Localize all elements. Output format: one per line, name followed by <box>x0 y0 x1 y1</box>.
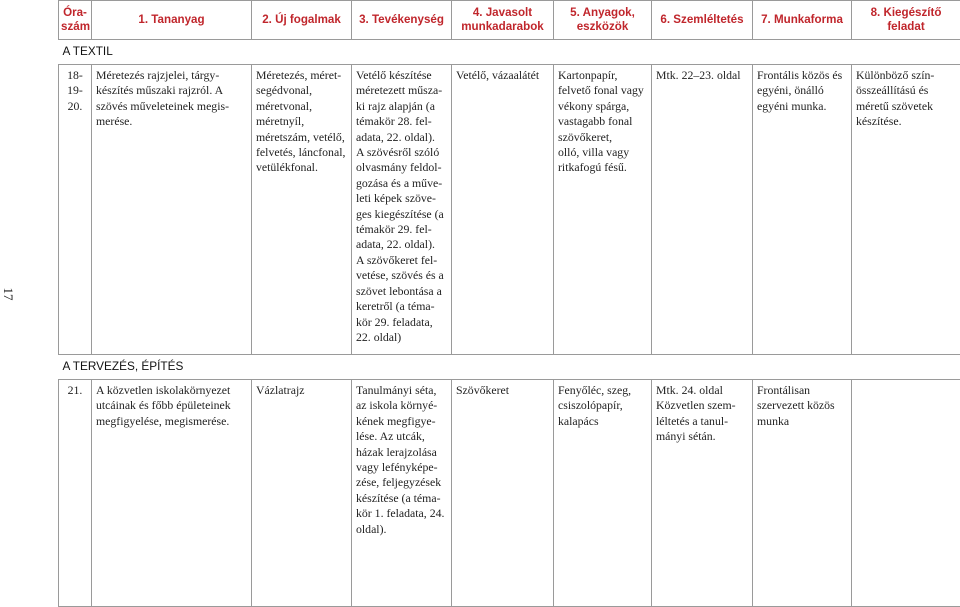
table-row <box>59 380 960 607</box>
table-cell: Méretezés, méret- segédvonal, méretvonal, méretnyíl, méretszám, vetélő, felvetés, láncfonal, vetülékfonal. <box>252 65 352 355</box>
table-cell: Vetélő, vázaalátét <box>452 65 554 355</box>
table-cell: Méretezés rajzjelei, tárgy- készítés műszaki rajzról. A szövés műveleteinek megis- merése. <box>92 65 252 355</box>
table-row <box>59 65 960 355</box>
header-cell: 8. Kiegészítő feladat <box>852 1 960 40</box>
table-cell: Mtk. 22–23. oldal <box>652 65 753 355</box>
header-cell: 3. Tevékenység <box>352 1 452 40</box>
section-title: A TEXTIL <box>59 40 960 65</box>
header-cell: 5. Anyagok, eszközök <box>554 1 652 40</box>
header-cell: Óra- szám <box>59 1 92 40</box>
header-cell: 1. Tananyag <box>92 1 252 40</box>
table-cell: 21. <box>59 380 92 607</box>
page-number: 17 <box>0 284 18 304</box>
table-cell: Mtk. 24. oldal Közvetlen szem- léltetés a tanul- mányi sétán. <box>652 380 753 607</box>
table-cell <box>852 380 960 607</box>
table-cell: Vetélő készítése méretezett műsza- ki rajz alapján (a témakör 28. fel- adata, 22. oldal). A szövésről szóló olvasmány feldol- gozása és a műve- leti képek szöve- ges kiegészítése (a témakör 29. fel- adata, 22. oldal). A szövőkeret fel- vetése, szövés és a szövet lebontása a keretről (a téma- kör 29. feladata, 22. oldal) <box>352 65 452 355</box>
header-cell: 6. Szemléltetés <box>652 1 753 40</box>
header-cell: 4. Javasolt munkadarabok <box>452 1 554 40</box>
table-cell: Fenyőléc, szeg, csiszolópapír, kalapács <box>554 380 652 607</box>
table-cell: Szövőkeret <box>452 380 554 607</box>
table-cell: Frontális közös és egyéni, önálló egyéni munka. <box>753 65 852 355</box>
header-cell: 2. Új fogalmak <box>252 1 352 40</box>
table-cell: 18- 19- 20. <box>59 65 92 355</box>
table-cell: Különböző szín- összeállítású és méretű szövetek készítése. <box>852 65 960 355</box>
table-cell: Vázlatrajz <box>252 380 352 607</box>
table-cell: Tanulmányi séta, az iskola környé- kének megfigye- lése. Az utcák, házak lerajzolása vagy lefényképe- zése, feljegyzések készítése (a téma- kör 1. feladata, 24. oldal). <box>352 380 452 607</box>
curriculum-table <box>58 0 960 607</box>
section-title: A TERVEZÉS, ÉPÍTÉS <box>59 355 960 380</box>
section-heading-row <box>59 355 960 380</box>
header-cell: 7. Munkaforma <box>753 1 852 40</box>
table-cell: Kartonpapír, felvető fonal vagy vékony spárga, vastagabb fonal szövőkeret, olló, villa vagy ritkafogú fésű. <box>554 65 652 355</box>
section-heading-row <box>59 40 960 65</box>
table-cell: A közvetlen iskolakörnyezet utcáinak és főbb épületeinek megfigyelése, megismerése. <box>92 380 252 607</box>
table-cell: Frontálisan szervezett közös munka <box>753 380 852 607</box>
header-row <box>59 1 960 40</box>
